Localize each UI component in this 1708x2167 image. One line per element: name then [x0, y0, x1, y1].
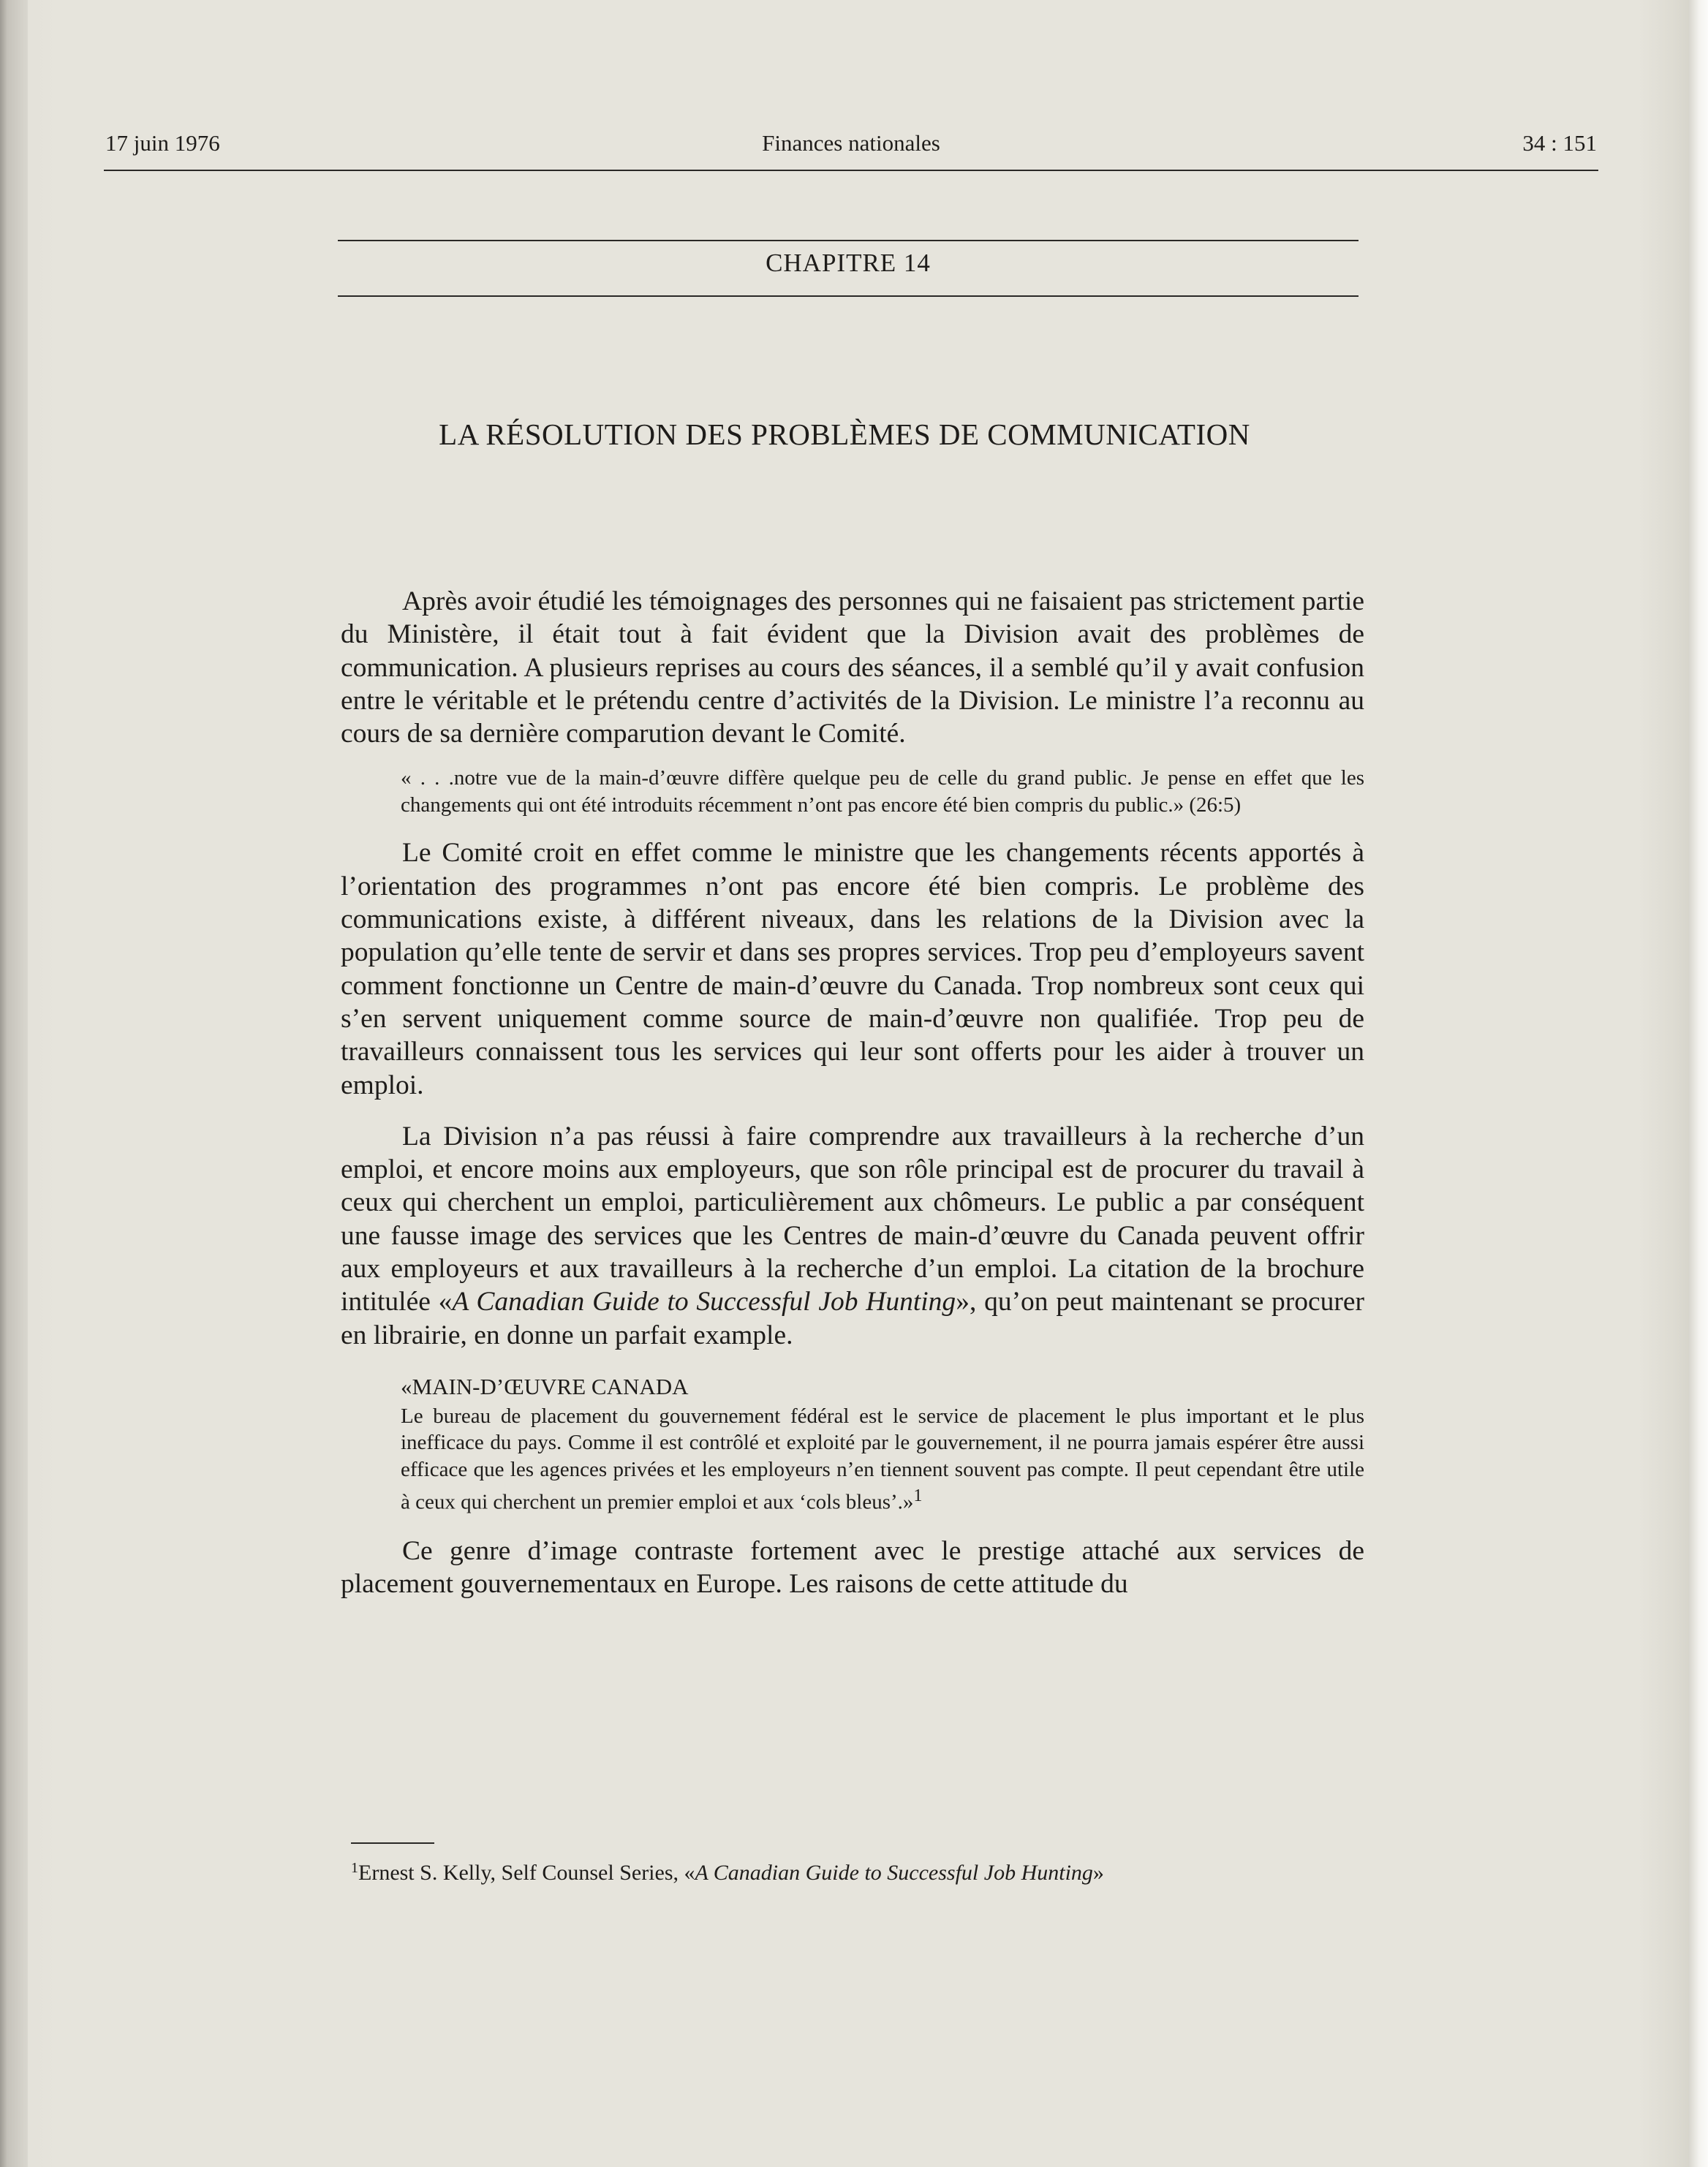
paragraph-2: Le Comité croit en effet comme le ministre que les changements récents apportés à l’orientation des programmes n’ont pas encore été bien compris. Le problème des communications existe, à différent niveaux, dans les relations de la Division avec la population qu’elle tente de servir et dans ses propres services. Trop peu d’employeurs savent comment fonctionne un Centre de main-d’œuvre du Canada. Trop nombreux sont ceux qui s’en servent uniquement comme source de main-d’œuvre non qualifiée. Trop peu de travailleurs connaissent tous les services qui leur sont offerts pour les aider à trouver un emploi. [341, 838, 1364, 1100]
header-page-number: 34 : 151 [1522, 130, 1597, 156]
header-publication: Finances nationales [762, 130, 940, 156]
chapter-body [341, 585, 1364, 1600]
header-date: 17 juin 1976 [105, 130, 220, 156]
page-right-edge [1689, 0, 1708, 2167]
chapter-rule-bottom [338, 295, 1359, 297]
chapter-label: CHAPITRE 14 [766, 249, 931, 277]
footnote-text: Ernest S. Kelly, Self Counsel Series, « [358, 1861, 695, 1885]
block-quote-brochure [401, 1403, 1364, 1516]
quote-heading: «MAIN-D’ŒUVRE CANADA [401, 1373, 689, 1399]
block-quote-brochure-text: Le bureau de placement du gouvernement fédéral est le service de placement le plus important et le plus inefficace du pays. Comme il est contrôlé et exploité par le gouvernement, il ne pourra jamais espérer être aussi efficace que les agences privées et les employeurs n’en tiennent souvent pas compte. Il peut cependant être utile à ceux qui cherchent un premier emploi et aux ‘cols bleus’.» [401, 1404, 1364, 1515]
footnote-marker: 1 [351, 1860, 358, 1876]
brochure-title: A Canadian Guide to Successful Job Hunting [452, 1287, 956, 1317]
header-rule [104, 170, 1598, 171]
footnote-text-end: » [1092, 1861, 1104, 1885]
running-header [105, 130, 1597, 168]
page-binding-edge [0, 0, 28, 2167]
footnote-reference: 1 [913, 1486, 923, 1506]
paragraph-4: Ce genre d’image contraste fortement avec le prestige attaché aux services de placement gouvernementaux en Europe. Les raisons de cette attitude du [341, 1535, 1364, 1599]
chapter-rule-top [338, 240, 1359, 241]
paragraph-1: Après avoir étudié les témoignages des personnes qui ne faisaient pas strictement partie du Ministère, il était tout à fait évident que la Division avait des problèmes de communication. A plusieurs reprises au cours des séances, il a semblé qu’il y avait confusion entre le véritable et le prétendu centre d’activités de la Division. Le ministre l’a reconnu au cours de sa dernière comparution devant le Comité. [341, 586, 1364, 749]
paragraph-3 [341, 1120, 1364, 1352]
footnote-rule [351, 1842, 434, 1844]
chapter-title: LA RÉSOLUTION DES PROBLÈMES DE COMMUNICATION [439, 417, 1250, 451]
block-quote-minister: « . . .notre vue de la main-d’œuvre diffère quelque peu de celle du grand public. Je pense en effet que les changements qui ont été introduits récemment n’ont pas encore été bien compris du public.» (26:5) [401, 766, 1364, 817]
paragraph-3-text-end: », qu’on peut maintenant se procurer en librairie, en donne un parfait example. [341, 1287, 1364, 1350]
footnote-title: A Canadian Guide to Successful Job Hunting [695, 1861, 1093, 1885]
footnote [351, 1853, 1375, 1888]
paragraph-3-text: La Division n’a pas réussi à faire comprendre aux travailleurs à la recherche d’un emploi, et encore moins aux employeurs, que son rôle principal est de procurer du travail à ceux qui cherchent un emploi, particulièrement aux chômeurs. Le public a par conséquent une fausse image des services que les Centres de main-d’œuvre du Canada peuvent offrir aux employeurs et aux travailleurs à la recherche d’un emploi. La citation de la brochure intitulée « [341, 1121, 1364, 1317]
